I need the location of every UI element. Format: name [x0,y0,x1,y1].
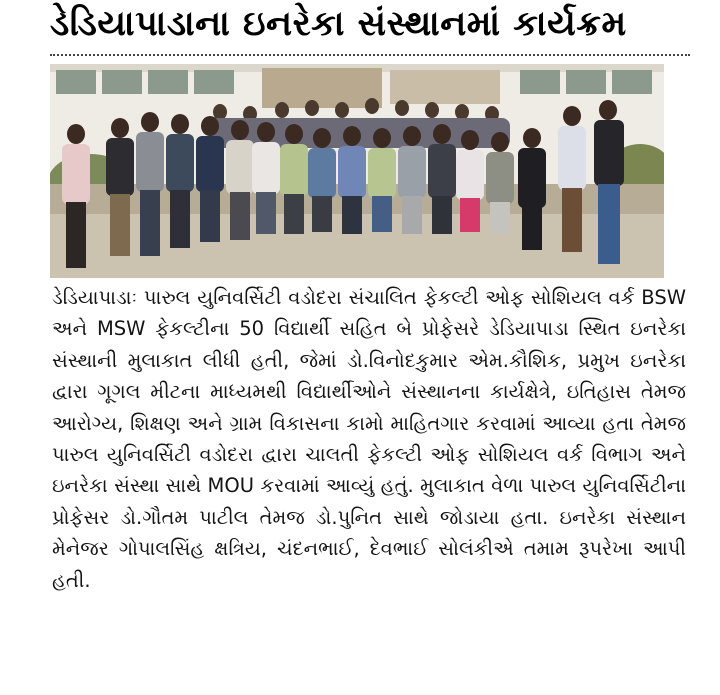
group-photo-illustration [50,64,664,278]
article-body: ડેડિયાપાડાઃ પારુલ યુનિવર્સિટી વડોદરા સંચાલિત ફેકલ્ટી ઓફ સોશિયલ વર્ક BSW અને MSW ફેકલ્ટીના 50 વિદ્યાર્થી સહિત બે પ્રોફેસરે ડેડિયાપાડા સ્થિત ઇનરેકા સંસ્થાની મુલાકાત લીધી હતી, જેમાં ડો.વિનોદકુમાર એમ.કૌશિક, પ્રમુખ ઇનરેકા દ્વારા ગૂગલ મીટના માધ્યમથી વિદ્યાર્થીઓને સંસ્થાનના કાર્યક્ષેત્રે, ઇતિહાસ તેમજ આરોગ્ય, શિક્ષણ અને ગ્રામ વિકાસના કામો માહિતગાર કરવામાં આવ્યા હતા તેમજ પારુલ યુનિવર્સિટી વડોદરા દ્વારા ચાલતી ફેકલ્ટી ઓફ સોશિયલ વર્ક વિભાગ અને ઇનરેકા સંસ્થા સાથે MOU કરવામાં આવ્યું હતું. મુલાકાત વેળા પારુલ યુનિવર્સિટીના પ્રોફેસર ડો.ગૌતમ પાટીલ તેમજ ડો.પુનિત સાથે જોડાયા હતા. ઇનરેકા સંસ્થાન મેનેજર ગોપાલસિંહ ક્ષત્રિય, ચંદનભાઈ, દેવભાઈ સોલંકીએ તમામ રૂપરેખા આપી હતી. [52,286,686,592]
next-article-headline-fragment [50,680,690,695]
news-clipping [32,0,692,695]
group-photo [50,64,664,278]
headline-divider [50,54,690,56]
article-headline: ડેડિયાપાડાના ઇનરેકા સંસ્થાનમાં કાર્યક્રમ [50,4,627,44]
